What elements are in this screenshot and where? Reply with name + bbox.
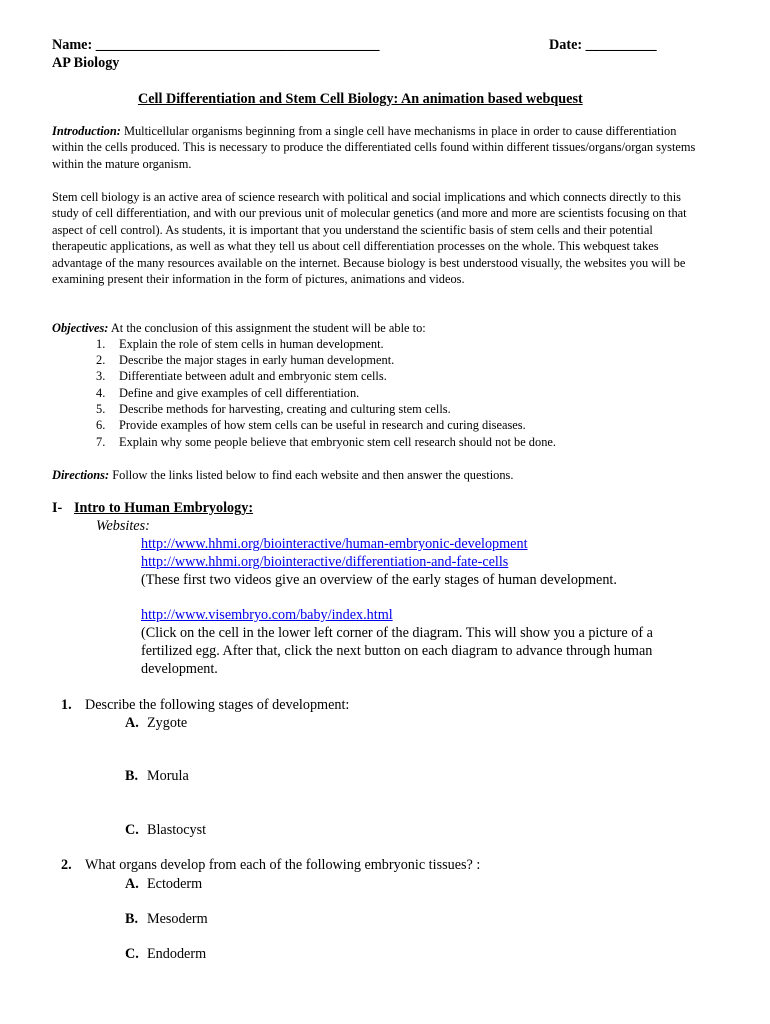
visembryo-link[interactable]: http://www.visembryo.com/baby/index.html — [141, 607, 393, 623]
name-line — [52, 36, 379, 54]
objectives-intro-text: At the conclusion of this assignment the student will be able to: — [108, 321, 426, 335]
objective-text: Define and give examples of cell differentiation. — [119, 386, 360, 400]
objective-item — [0, 368, 770, 385]
question-part — [0, 875, 770, 893]
part-text: Endoderm — [147, 946, 207, 962]
question-number: 2. — [61, 857, 72, 873]
objective-item — [0, 401, 770, 418]
part-letter: B. — [125, 768, 139, 784]
hhmi-differentiation-link[interactable]: http://www.hhmi.org/biointeractive/differentiation-and-fate-cells — [141, 554, 509, 570]
date-label: Date: — [549, 37, 583, 53]
question-1 — [0, 696, 770, 714]
objective-number: 1. — [96, 337, 106, 351]
objective-number: 5. — [96, 402, 106, 416]
hhmi-embryonic-development-link[interactable]: http://www.hhmi.org/biointeractive/human-embryonic-development — [141, 536, 528, 552]
objective-text: Provide examples of how stem cells can be useful in research and curing diseases. — [119, 418, 526, 432]
introduction-label: Introduction: — [52, 124, 121, 138]
objectives-label: Objectives: — [52, 321, 109, 335]
introduction-paragraph — [52, 123, 700, 172]
question-part — [0, 767, 770, 785]
directions-label: Directions: — [52, 468, 110, 482]
name-blank: ________________________________________ — [95, 37, 380, 53]
stem-cell-paragraph: Stem cell biology is an active area of science research with political and social implications and which connects directly to this study of cell differentiation, and with our previous unit of molecular genetics (and more and more are scientists focusing on that aspect of cell control). As students, it is important that you understand the scientific basis of stem cells and their potential therapeutic applications, as well as what they tell us about cell differentiation processes on the whole. This webquest takes advantage of the many resources available on the internet. Because biology is best understood visually, the websites you will be examining present their information in the form of pictures, animations and videos. — [52, 190, 687, 287]
name-label: Name: — [52, 37, 93, 53]
part-letter: B. — [125, 911, 139, 927]
objective-number: 3. — [96, 369, 106, 383]
objective-text: Differentiate between adult and embryonic stem cells. — [119, 369, 387, 383]
introduction-text: Multicellular organisms beginning from a single cell have mechanisms in place in order to cause differentiation within the cells produced. This is necessary to produce the differentiated cells found within different tissues/organs/organ systems within the mature organism. — [52, 124, 696, 171]
directions-text: Follow the links listed below to find each website and then answer the questions. — [109, 468, 514, 482]
question-part — [0, 714, 770, 732]
objective-item — [0, 336, 770, 353]
directions — [52, 467, 513, 483]
question-number: 1. — [61, 697, 72, 713]
part-text: Blastocyst — [147, 822, 207, 838]
question-text: What organs develop from each of the following embryonic tissues? : — [85, 857, 481, 873]
part-text: Mesoderm — [147, 911, 208, 927]
objective-item — [0, 417, 770, 434]
section-numeral: I- — [52, 500, 63, 516]
section-heading: Intro to Human Embryology: — [74, 500, 254, 516]
course-name: AP Biology — [52, 55, 120, 71]
videos-note: (These first two videos give an overview of the early stages of human development. — [141, 572, 617, 588]
date-blank: __________ — [585, 37, 657, 53]
question-part — [0, 821, 770, 839]
objective-number: 2. — [96, 353, 106, 367]
question-text: Describe the following stages of development: — [85, 697, 350, 713]
part-text: Ectoderm — [147, 876, 203, 892]
objective-item — [0, 385, 770, 402]
objective-text: Describe methods for harvesting, creating and culturing stem cells. — [119, 402, 451, 416]
websites-label: Websites: — [96, 518, 150, 534]
objectives-intro — [52, 320, 426, 336]
objective-number: 4. — [96, 386, 106, 400]
diagram-instructions-line: fertilized egg. After that, click the next button on each diagram to advance through human — [141, 643, 653, 659]
objective-number: 7. — [96, 435, 106, 449]
diagram-instructions-line: (Click on the cell in the lower left corner of the diagram. This will show you a picture of a — [141, 625, 653, 641]
part-text: Morula — [147, 768, 189, 784]
objective-item — [0, 434, 770, 451]
question-part — [0, 945, 770, 963]
objective-item — [0, 352, 770, 369]
objective-text: Describe the major stages in early human development. — [119, 353, 395, 367]
question-2 — [0, 856, 770, 874]
diagram-instructions-line: development. — [141, 661, 218, 677]
part-text: Zygote — [147, 715, 188, 731]
part-letter: C. — [125, 822, 139, 838]
part-letter: C. — [125, 946, 139, 962]
date-line — [549, 36, 657, 54]
objective-text: Explain the role of stem cells in human development. — [119, 337, 384, 351]
part-letter: A. — [125, 715, 139, 731]
question-part — [0, 910, 770, 928]
page-title: Cell Differentiation and Stem Cell Biology: An animation based webquest — [138, 91, 583, 107]
part-letter: A. — [125, 876, 139, 892]
objective-text: Explain why some people believe that embryonic stem cell research should not be done. — [119, 435, 556, 449]
objective-number: 6. — [96, 418, 106, 432]
